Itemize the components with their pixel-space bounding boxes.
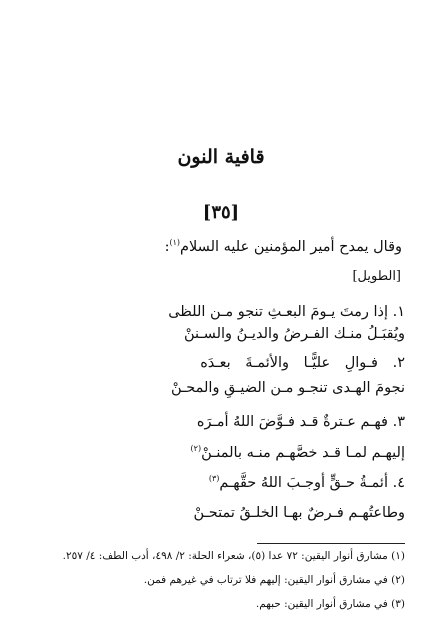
poem-intro [165, 238, 402, 255]
footnote-ref-3: (٣) [208, 474, 220, 483]
footnote-divider [257, 543, 405, 544]
footnote-ref-1: (١) [169, 238, 181, 247]
footnote-3: (٣) في مشارق أنوار اليقين: حبهم. [255, 598, 405, 610]
verse-4-first-hemistich: ٤. أئمـةُ حـقٍّ أوجـبَ اللهُ حقَّهـم [219, 474, 405, 491]
verse-1-first-hemistich: ١. إذا رمتَ يـومَ البعـثِ تنجو مـن اللظى [168, 304, 405, 320]
footnote-2: (٢) في مشارق أنوار اليقين: إليهم فلا ترتاب في غيرهم فمن. [143, 574, 405, 586]
section-title: قافية النون [177, 146, 265, 168]
meter-label: [الطويل] [352, 269, 401, 284]
verse-1-second-hemistich: ويُقبَـلُ منـك الفـرضُ والديـنُ والسـننْ [183, 326, 405, 342]
verse-2-second-hemistich: نجومَ الهـدى تنجـو مـن الضيـقِ والمحـنْ [170, 380, 405, 396]
footnote-ref-2: (٢) [190, 444, 202, 453]
intro-colon: : [164, 238, 170, 255]
intro-text: وقال يمدح أمير المؤمنين عليه السلام [180, 238, 402, 255]
verse-4-second-hemistich: وطاعتُهـم فـرضٌ بهـا الخلـقُ تمتحـنْ [193, 505, 405, 521]
verse-3-first-hemistich: ٣. فهـم عـترةٌ قـد فـوَّضَ اللهُ أمـرَه [196, 414, 405, 430]
footnote-1: (١) مشارق أنوار اليقين: ٧٢ عدا (٥)، شعراء الحلة: ٢/ ٤٩٨، أدب الطف: ٤/ ٢٥٧. [62, 550, 405, 562]
verse-4-first-line [209, 474, 405, 491]
poem-number: [٣٥] [202, 202, 240, 223]
verse-2-first-hemistich: ٢. فـوالِ عليًّـا والأئمـةَ بعـدَه [200, 355, 405, 371]
verse-3-second-line [191, 444, 405, 461]
verse-3-second-hemistich: إليهـم لمـا قـد خصَّهـم منـه بالمنـنْ [201, 444, 405, 461]
